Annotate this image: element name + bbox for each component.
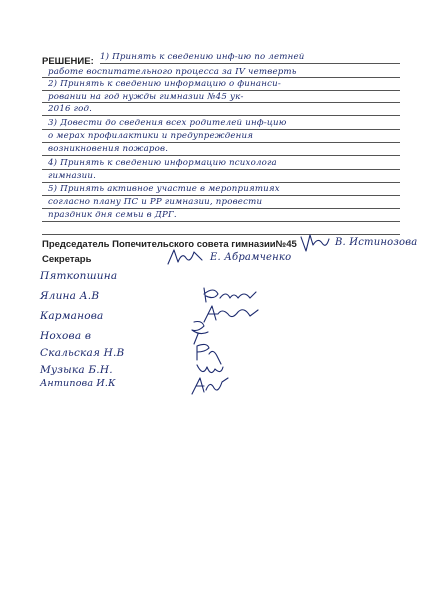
rule-line: [42, 142, 400, 143]
rule-line: [42, 115, 400, 116]
member-name: Музыка Б.Н.: [40, 364, 113, 376]
decision-line: 1) Принять к сведению инф-ию по летней: [100, 52, 305, 62]
member-name: Антипова И.К: [40, 378, 116, 389]
decision-line: гимназии.: [48, 171, 97, 181]
decision-line: работе воспитательного процесса за IV четверть: [48, 67, 297, 77]
rule-line: [42, 208, 400, 209]
decision-line: 4) Принять к сведению информацию психолога: [48, 158, 277, 168]
secretary-signature: [166, 246, 206, 268]
rule-line: [42, 221, 400, 222]
rule-line: [42, 90, 400, 91]
member-name: Нохова в: [40, 330, 92, 342]
decision-line: возникновения пожаров.: [48, 144, 169, 154]
rule-line: [42, 195, 400, 196]
decision-line: 2016 год.: [48, 104, 93, 114]
member-name: Ялина А.В: [40, 290, 100, 302]
rule-line: [100, 63, 400, 64]
decision-line: 3) Довести до сведения всех родителей инф-цию: [48, 118, 287, 128]
rule-line: [42, 234, 400, 235]
member-name: Скальская Н.В: [40, 347, 125, 359]
secretary-name: Е. Абрамченко: [210, 252, 292, 263]
decision-line: о мерах профилактики и предупреждения: [48, 131, 254, 141]
chairman-name: В. Истинозова: [335, 237, 418, 248]
rule-line: [42, 102, 400, 103]
chairman-label: Председатель Попечительского совета гимназии№45: [42, 239, 297, 250]
decision-line: ровании на год нужды гимназии №45 ук-: [48, 92, 244, 102]
rule-line: [42, 182, 400, 183]
rule-line: [42, 155, 400, 156]
rule-line: [42, 77, 400, 78]
rule-line: [42, 129, 400, 130]
member-name: Пяткопшина: [40, 270, 118, 282]
secretary-label: Секретарь: [42, 254, 92, 265]
rule-line: [42, 169, 400, 170]
member-signature: [190, 374, 230, 398]
decision-line: 5) Принять активное участие в мероприятиях: [48, 184, 280, 194]
decision-label: РЕШЕНИЕ:: [42, 56, 94, 67]
decision-line: 2) Принять к сведению информацию о финанси-: [48, 79, 281, 89]
chairman-signature: [298, 231, 332, 255]
decision-line: согласно плану ПС и РР гимназии, провести: [48, 197, 263, 207]
member-name: Карманова: [40, 310, 104, 322]
decision-line: праздник дня семьи в ДРГ.: [48, 210, 177, 220]
